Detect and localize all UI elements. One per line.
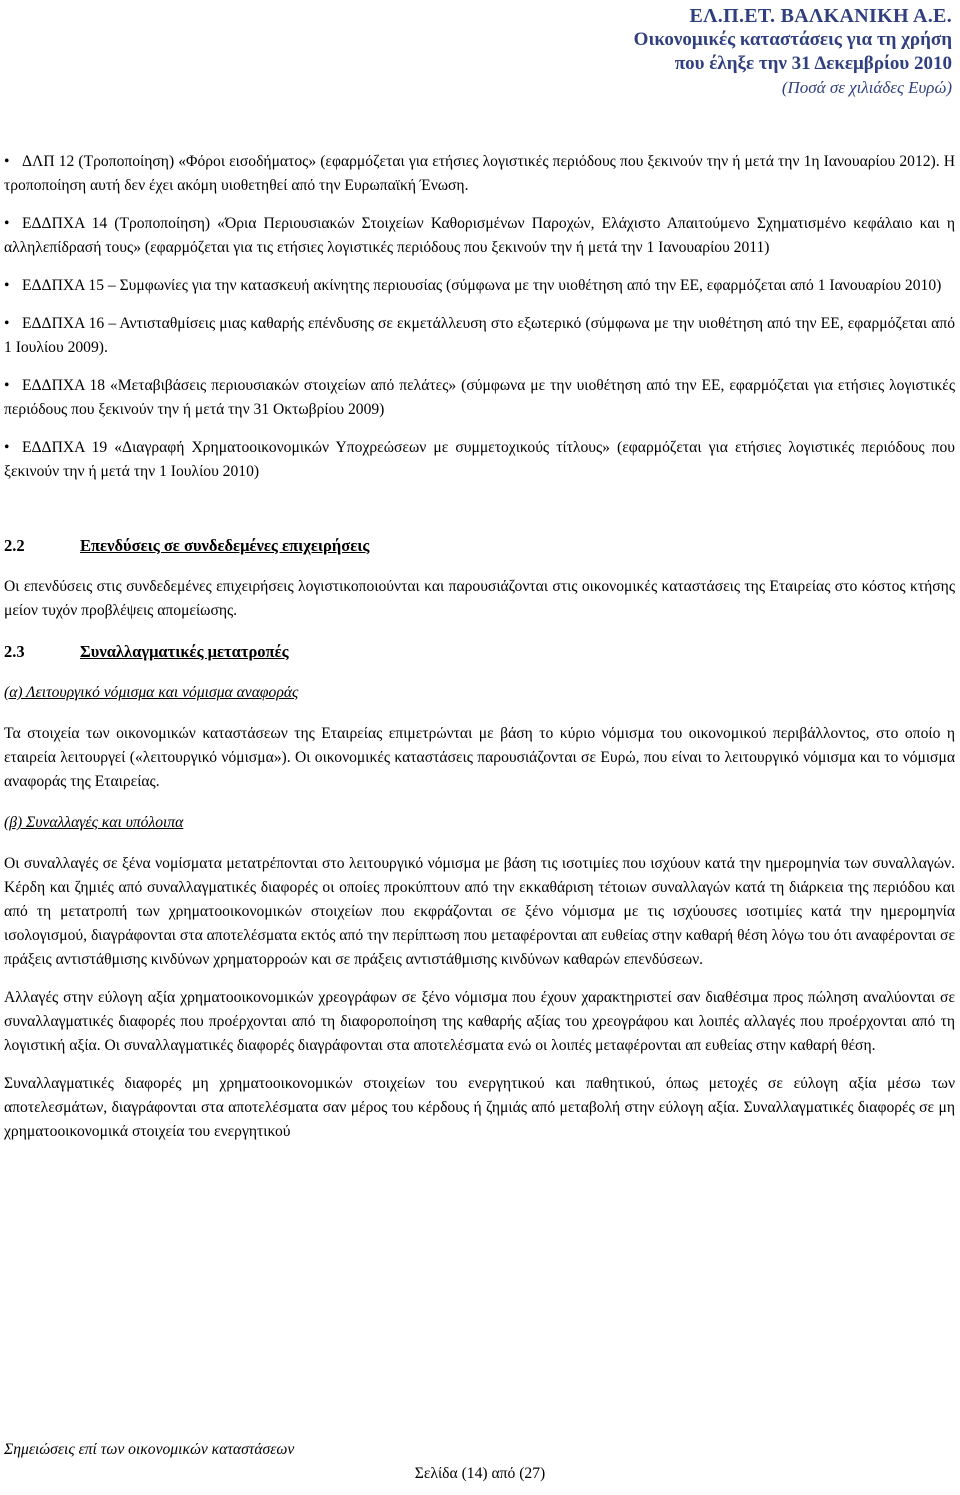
bullet-icon: • — [4, 153, 10, 170]
list-item — [4, 312, 955, 360]
company-name: ΕΛ.Π.ΕΤ. ΒΑΛΚΑΝΙΚΗ Α.Ε. — [689, 5, 952, 27]
paragraph: Οι επενδύσεις στις συνδεδεμένες επιχειρήσεις λογιστικοποιούνται και παρουσιάζονται στις οικονομικές καταστάσεις της Εταιρείας στο κόστος κτήσης μείον τυχόν προβλέψεις απομείωσης. — [4, 578, 955, 619]
bullet-icon: • — [4, 277, 10, 294]
section-title: Επενδύσεις σε συνδεδεμένες επιχειρήσεις — [80, 536, 370, 555]
section-title: Συναλλαγματικές μετατροπές — [80, 642, 289, 661]
subheading-a: (α) Λειτουργικό νόμισμα και νόμισμα αναφοράς — [4, 684, 299, 701]
paragraph: Οι συναλλαγές σε ξένα νομίσματα μετατρέπονται στο λειτουργικό νόμισμα με βάση τις ισοτιμίες που ισχύουν κατά την ημερομηνία των συναλλαγών. Κέρδη και ζημιές από συναλλαγματικές διαφορές οι οποίες προκύπτουν από την εκκαθάριση τέτοιων συναλλαγών κατά τη διάρκεια της περιόδου και από τη μετατροπή των χρηματοοικονομικών στοιχείων που εκφράζονται σε ξένο νόμισμα με τις ισχύουσες ισοτιμίες κατά την ημερομηνία ισολογισμού, διαγράφονται στα αποτελέσματα εκτός από την περίπτωση που μεταφέρονται απ ευθείας στην καθαρή θέση λόγω του ότι αναφέρονται σε πράξεις αντιστάθμισης κινδύνων χρηματορροών και σε πράξεις αντιστάθμισης κινδύνων καθαρών επενδύσεων. — [4, 855, 955, 968]
bullet-icon: • — [4, 315, 10, 332]
footer-note: Σημειώσεις επί των οικονομικών καταστάσεων — [4, 1441, 295, 1458]
page-number: Σελίδα (14) από (27) — [414, 1465, 546, 1482]
paragraph: Αλλαγές στην εύλογη αξία χρηματοοικονομικών χρεογράφων σε ξένο νόμισμα που έχουν χαρακτηριστεί σαν διαθέσιμα προς πώληση αναλύονται σε συναλλαγματικές διαφορές που προέρχονται από τη διαφοροποίηση της καθαρής αξίας του χρεογράφου και λοιπές αλλαγές που προέρχονται από τη λογιστική αξία. Οι συναλλαγματικές διαφορές διαγράφονται στα αποτελέσματα ενώ οι λοιπές μεταφέρονται απ ευθείας στην καθαρή θέση. — [4, 989, 955, 1054]
list-item-text: ΕΔΔΠΧΑ 15 – Συμφωνίες για την κατασκευή ακίνητης περιουσίας (σύμφωνα με την υιοθέτηση από την ΕΕ, εφαρμόζεται από 1 Ιανουαρίου 2010) — [22, 277, 942, 294]
list-item — [4, 212, 955, 260]
paragraph: Τα στοιχεία των οικονομικών καταστάσεων της Εταιρείας επιμετρώνται με βάση το κύριο νόμισμα του οικονομικού περιβάλλοντος, στο οποίο η εταιρεία λειτουργεί («λειτουργικό νόμισμα»). Οι οικονομικές καταστάσεις παρουσιάζονται σε Ευρώ, που είναι το λειτουργικό νόμισμα και το νόμισμα αναφοράς της Εταιρείας. — [4, 725, 955, 790]
list-item-text: ΕΔΔΠΧΑ 19 «Διαγραφή Χρηματοοικονομικών Υποχρεώσεων με συμμετοχικούς τίτλους» (εφαρμόζεται για ετήσιες λογιστικές περιόδους που ξεκινούν την ή μετά την 1 Ιουλίου 2010) — [4, 439, 955, 480]
amounts-note: (Ποσά σε χιλιάδες Ευρώ) — [781, 78, 952, 97]
section-number: 2.2 — [4, 536, 25, 555]
statement-title: Οικονομικές καταστάσεις για τη χρήση — [633, 29, 952, 50]
list-item-text: ΕΔΔΠΧΑ 14 (Τροποποίηση) «Όρια Περιουσιακών Στοιχείων Καθορισμένων Παροχών, Ελάχιστο Απαιτούμενο Σχηματισμένο κεφάλαιο και η αλληλεπίδρασή τους» (εφαρμόζεται για τις ετήσιες λογιστικές περιόδους που ξεκινούν την ή μετά την 1 Ιανουαρίου 2011) — [4, 215, 955, 256]
subheading-b: (β) Συναλλαγές και υπόλοιπα — [4, 814, 184, 831]
bullet-icon: • — [4, 439, 10, 456]
paragraph: Συναλλαγματικές διαφορές μη χρηματοοικονομικών στοιχείων του ενεργητικού και παθητικού, όπως μετοχές σε εύλογη αξία μέσω των αποτελεσμάτων, διαγράφονται στα αποτελέσματα σαν μέρος του κέρδους ή ζημιάς από μεταβολή στην εύλογη αξία. Συναλλαγματικές διαφορές σε μη χρηματοοικονομικά στοιχεία του ενεργητικού — [4, 1075, 955, 1140]
list-item — [4, 374, 955, 422]
list-item — [4, 436, 955, 484]
list-item-text: ΕΔΔΠΧΑ 18 «Μεταβιβάσεις περιουσιακών στοιχείων από πελάτες» (σύμφωνα με την υιοθέτηση από την ΕΕ, εφαρμόζεται για ετήσιες λογιστικές περιόδους που ξεκινούν την ή μετά την 31 Οκτωβρίου 2009) — [4, 377, 955, 418]
list-item — [4, 150, 955, 198]
list-item-text: ΕΔΔΠΧΑ 16 – Αντισταθμίσεις μιας καθαρής επένδυσης σε εκμετάλλευση στο εξωτερικό (σύμφωνα με την υιοθέτηση από την ΕΕ, εφαρμόζεται από 1 Ιουλίου 2009). — [4, 315, 955, 356]
bullet-icon: • — [4, 215, 10, 232]
list-item-text: ΔΛΠ 12 (Τροποποίηση) «Φόροι εισοδήματος» (εφαρμόζεται για ετήσιες λογιστικές περιόδους που ξεκινούν την ή μετά την 1η Ιανουαρίου 2012). Η τροποποίηση αυτή δεν έχει ακόμη υιοθετηθεί από την Ευρωπαϊκή Ένωση. — [4, 153, 955, 194]
section-heading-2-2 — [4, 534, 955, 558]
section-heading-2-3 — [4, 640, 955, 664]
period-line: που έληξε την 31 Δεκεμβρίου 2010 — [674, 53, 952, 74]
bullet-icon: • — [4, 377, 10, 394]
section-number: 2.3 — [4, 642, 25, 661]
page-header — [634, 4, 952, 100]
document-body — [4, 150, 955, 1144]
list-item — [4, 274, 955, 298]
